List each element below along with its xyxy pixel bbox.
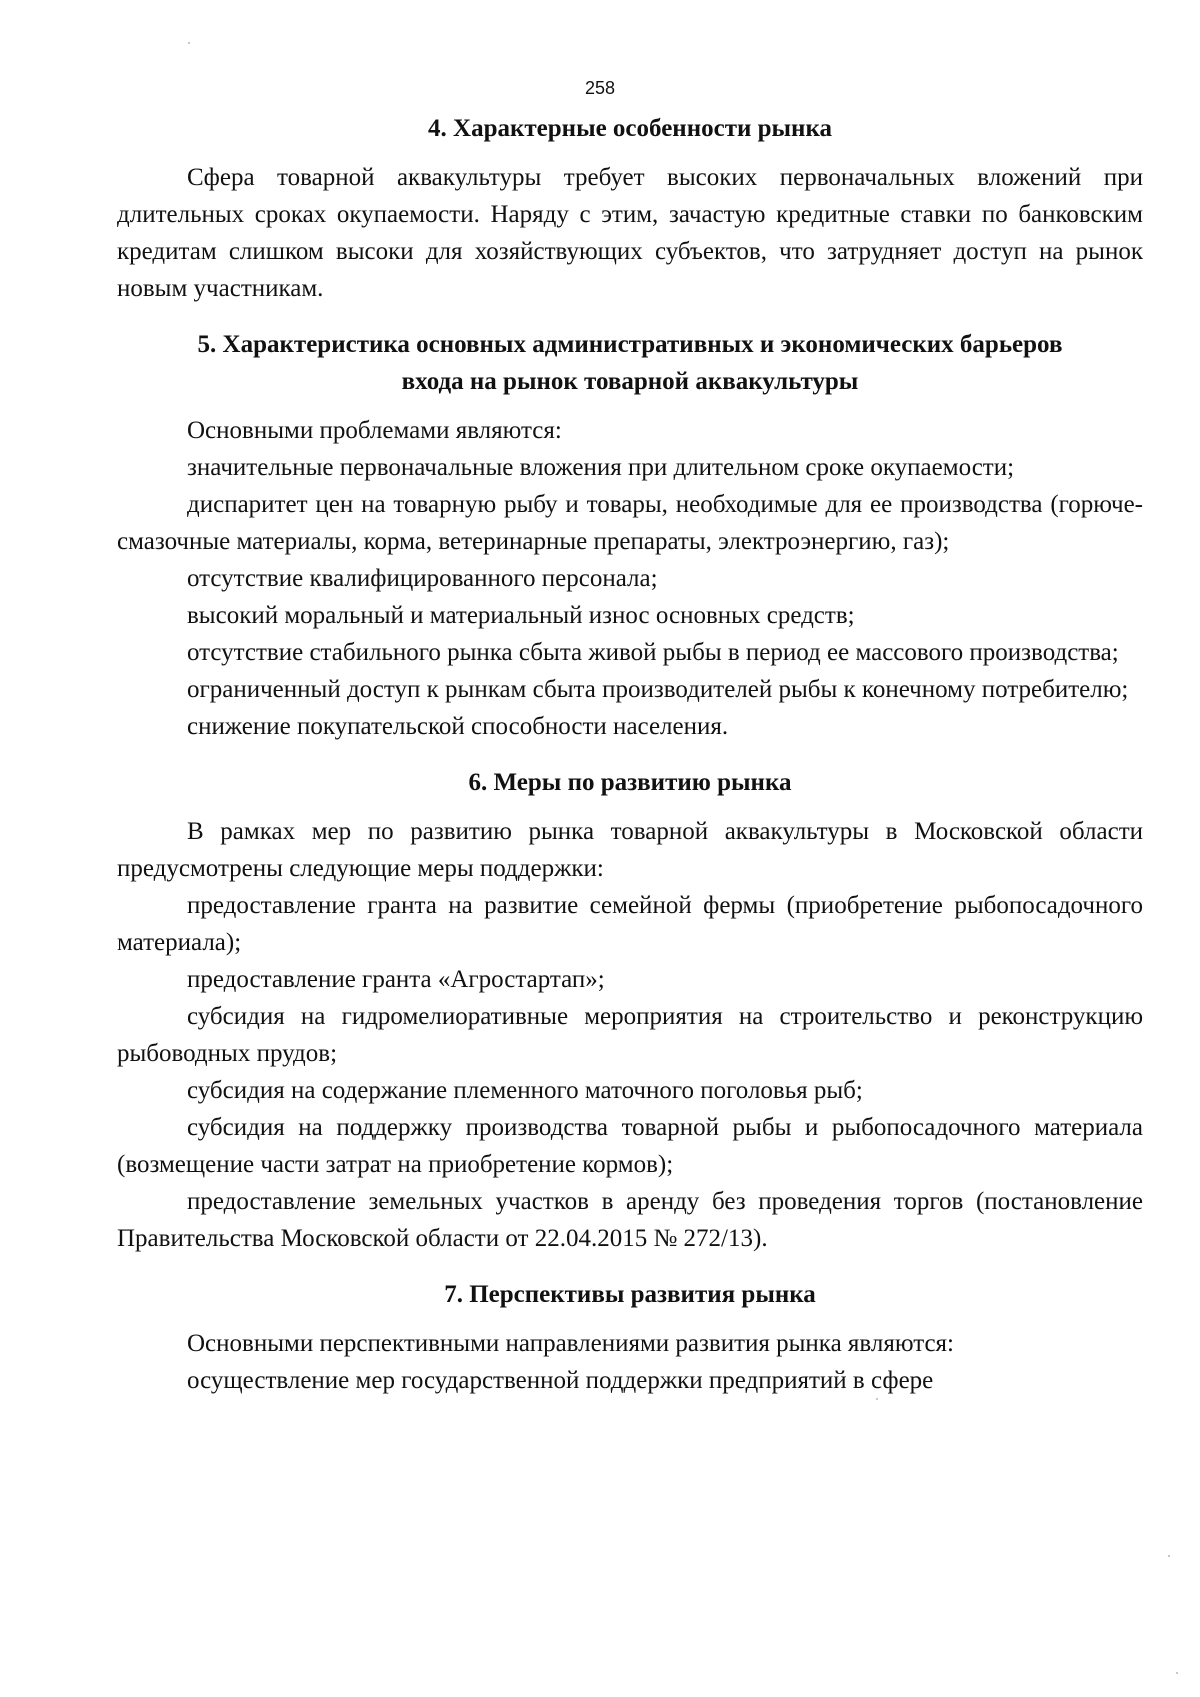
section-market-features (117, 110, 1143, 307)
list-item: отсутствие стабильного рынка сбыта живой рыбы в период ее массового производства; (187, 639, 1119, 666)
scan-speck (1168, 1555, 1170, 1557)
list-item: диспаритет цен на товарную рыбу и товары, необходимые для ее производства (горюче-смазочные материалы, корма, ветеринарные препараты, электроэнергию, газ); (117, 491, 1143, 555)
list-item: предоставление гранта на развитие семейной фермы (приобретение рыбопосадочного материала); (117, 892, 1143, 956)
list-item: субсидия на поддержку производства товарной рыбы и рыбопосадочного материала (возмещение части затрат на приобретение кормов); (117, 1114, 1143, 1178)
paragraph: Основными перспективными направлениями развития рынка являются: (187, 1330, 954, 1357)
list-item: субсидия на гидромелиоративные мероприятия на строительство и реконструкцию рыбоводных прудов; (117, 1003, 1143, 1067)
paragraph: В рамках мер по развитию рынка товарной аквакультуры в Московской области предусмотрены следующие меры поддержки: (117, 818, 1143, 882)
section-heading: 4. Характерные особенности рынка (428, 115, 832, 142)
list-item: высокий моральный и материальный износ основных средств; (187, 602, 855, 629)
list-item: субсидия на содержание племенного маточного поголовья рыб; (187, 1077, 863, 1104)
list-item: отсутствие квалифицированного персонала; (187, 565, 658, 592)
list-item: ограниченный доступ к рынкам сбыта производителей рыбы к конечному потребителю; (187, 676, 1129, 703)
scan-speck (876, 1398, 878, 1400)
paragraph: Основными проблемами являются: (187, 417, 562, 444)
section-market-prospects (117, 1276, 1143, 1399)
section-heading-line: входа на рынок товарной аквакультуры (401, 368, 859, 395)
section-heading (117, 326, 1143, 400)
list-item: осуществление мер государственной поддержки предприятий в сфере (187, 1367, 934, 1394)
section-development-measures (117, 764, 1143, 1257)
section-entry-barriers (117, 326, 1143, 745)
scan-speck (1176, 1672, 1178, 1674)
section-heading-line: 5. Характеристика основных административных и экономических барьеров (197, 331, 1063, 358)
list-item: значительные первоначальные вложения при длительном сроке окупаемости; (187, 454, 1015, 481)
page-number: 258 (584, 78, 616, 98)
document-body (117, 110, 1143, 1399)
section-heading: 7. Перспективы развития рынка (444, 1281, 816, 1308)
list-item: предоставление земельных участков в аренду без проведения торгов (постановление Правительства Московской области от 22.04.2015 № 272/13). (117, 1188, 1143, 1252)
list-item: предоставление гранта «Агростартап»; (187, 966, 605, 993)
paragraph: Сфера товарной аквакультуры требует высоких первоначальных вложений при длительных сроках окупаемости. Наряду с этим, зачастую кредитные ставки по банковским кредитам слишком высоки для хозяйствующих субъектов, что затрудняет доступ на рынок новым участникам. (117, 164, 1143, 302)
section-heading: 6. Меры по развитию рынка (468, 769, 792, 796)
list-item: снижение покупательской способности населения. (187, 713, 729, 740)
scan-speck (188, 42, 190, 44)
